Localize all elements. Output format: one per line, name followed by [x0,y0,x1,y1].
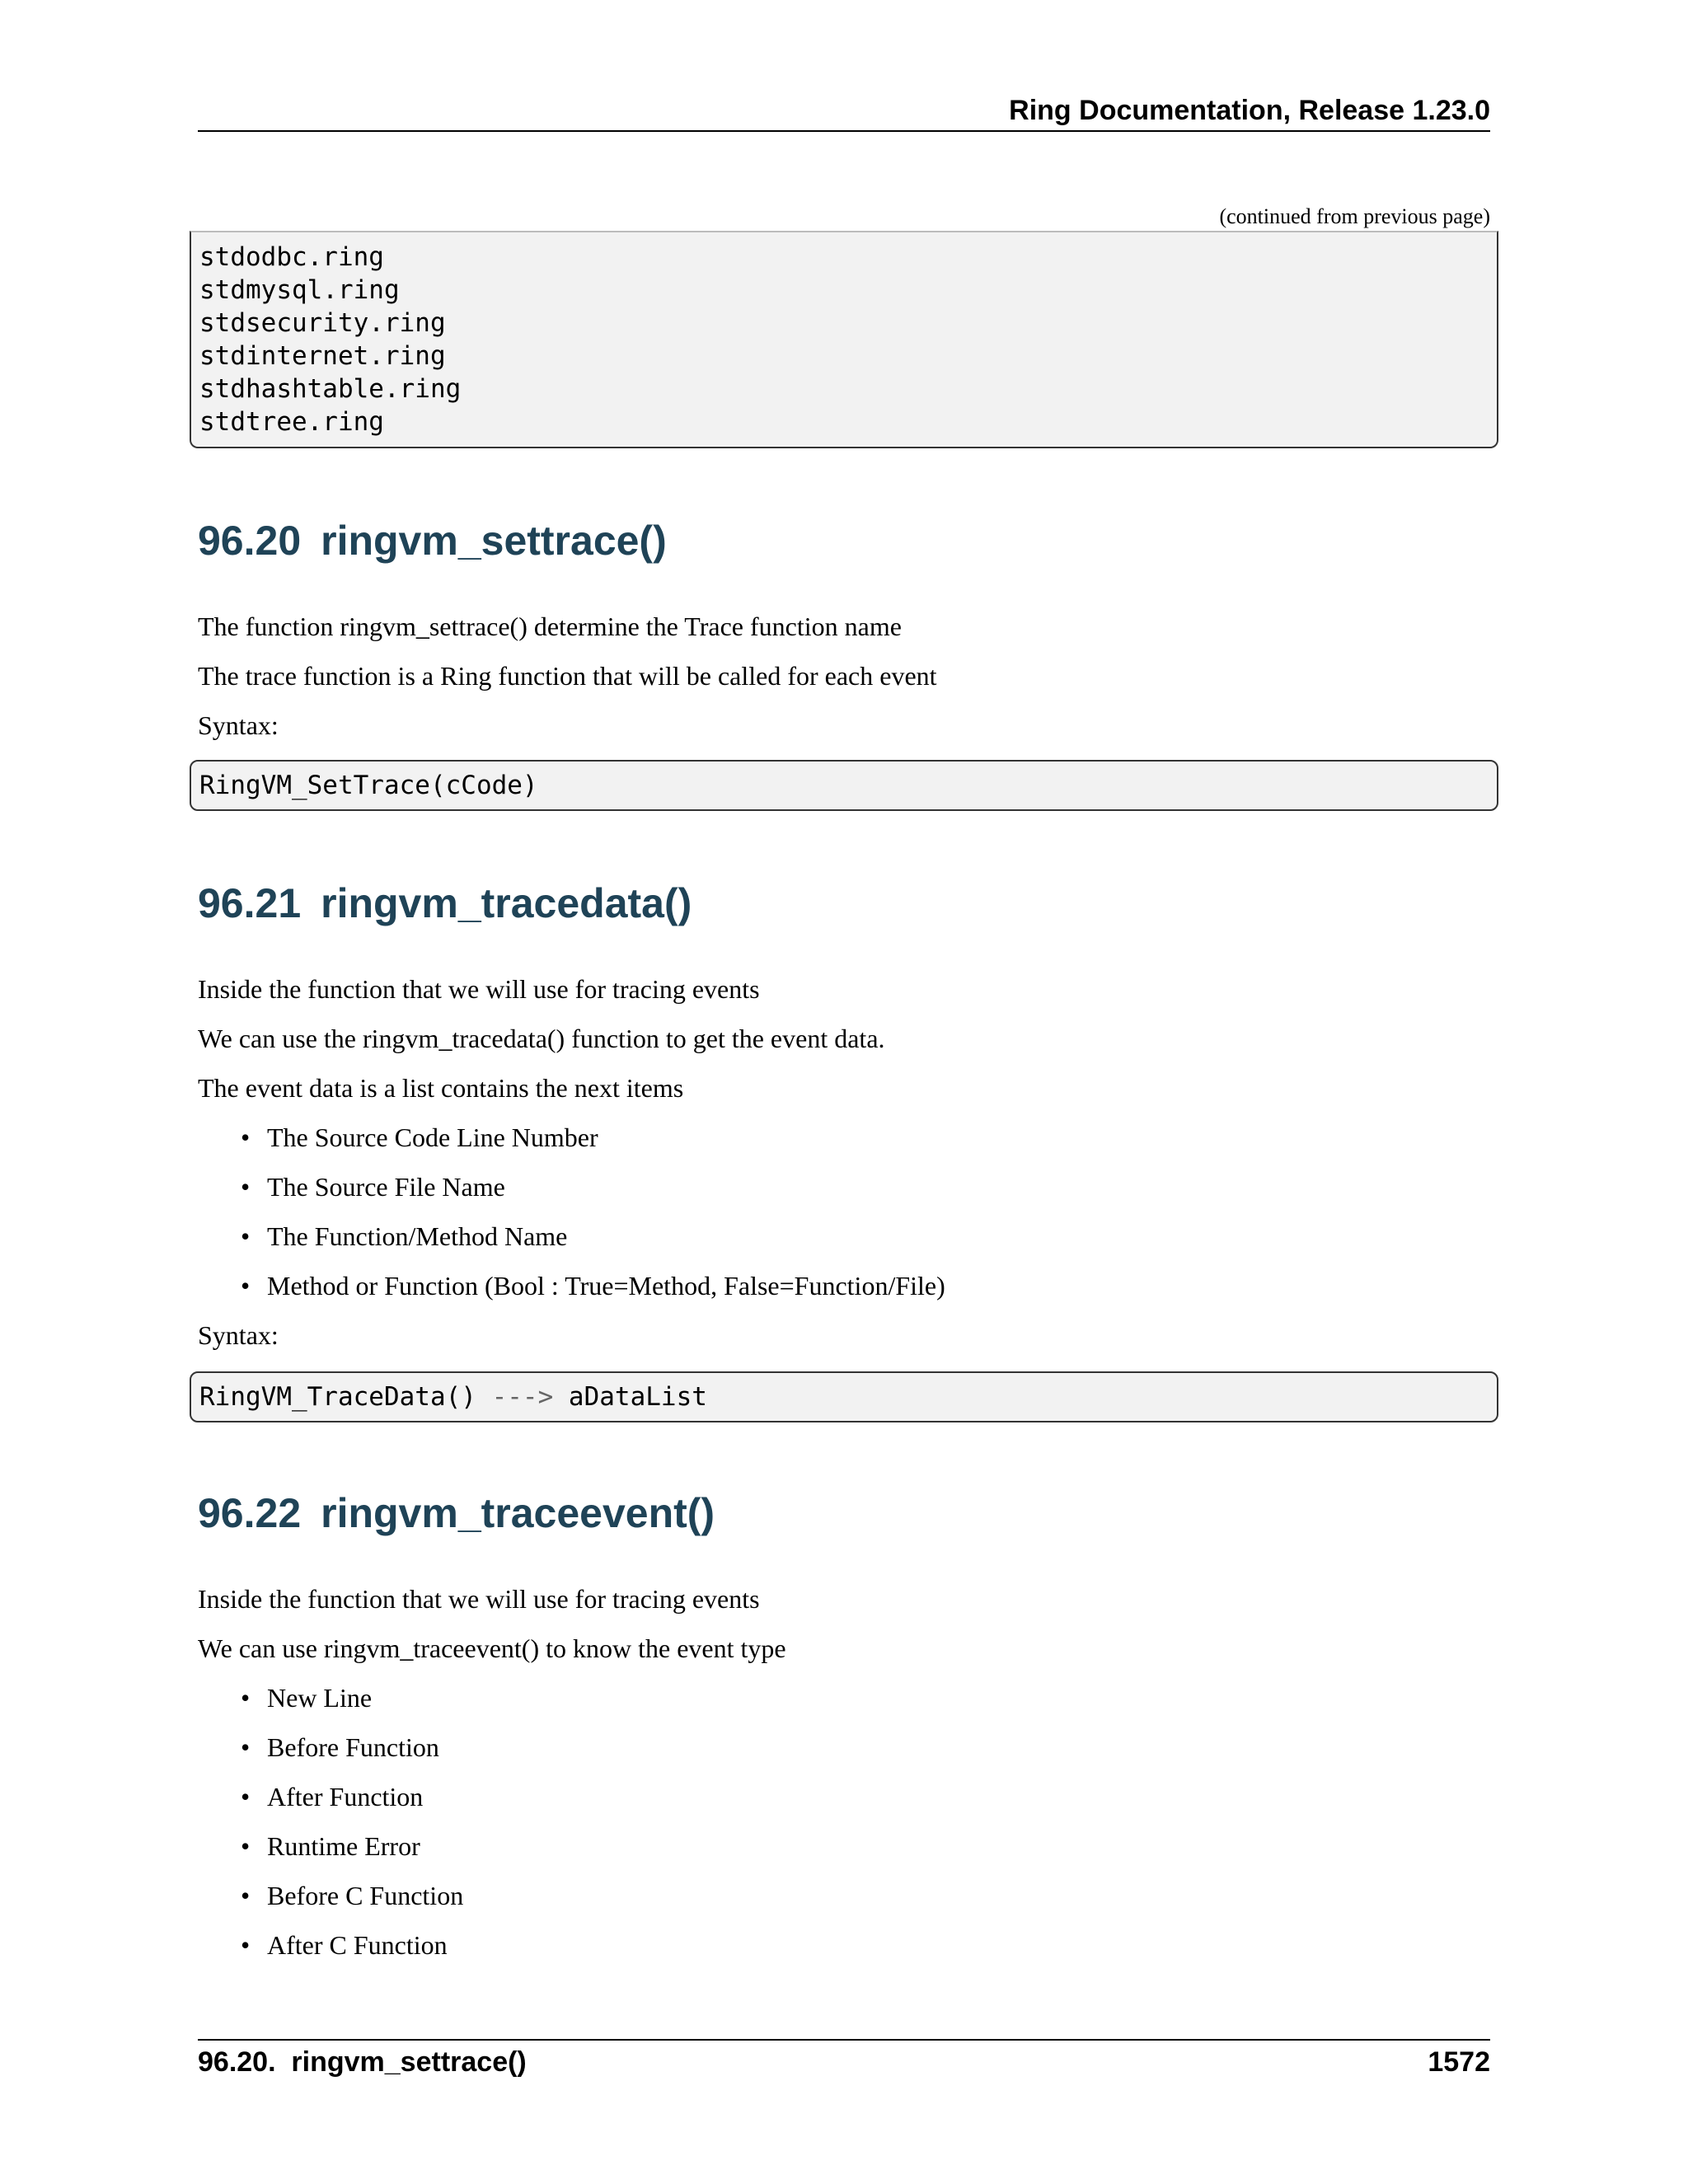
continued-note: (continued from previous page) [1219,204,1490,228]
section-number: 96.22 [198,1490,302,1536]
bullet-icon: • [241,1782,251,1811]
code-line: stdodbc.ring [199,242,384,272]
paragraph: The function ringvm_settrace() determine the Trace function name [198,612,902,641]
code-line: stdmysql.ring [199,275,400,305]
section-title: ringvm_traceevent() [321,1490,715,1536]
list-item [241,1269,945,1319]
bullet-icon: • [241,1683,251,1713]
list-item [241,1170,945,1220]
bullet-icon: • [241,1172,251,1202]
footer-section: 96.20. ringvm_settrace() [198,2046,527,2078]
list-item [241,1220,945,1269]
list-item-text: The Source File Name [267,1172,505,1202]
list-item-text: Before C Function [267,1881,464,1910]
syntax-label: Syntax: [198,710,279,740]
list-item [241,1731,463,1780]
paragraph: The trace function is a Ring function that will be called for each event [198,661,937,691]
syntax-label: Syntax: [198,1320,279,1350]
code-result: aDataList [553,1382,707,1412]
bullet-icon: • [241,1930,251,1960]
list-item [241,1879,463,1929]
code-line: stdsecurity.ring [199,308,446,338]
list-item [241,1780,463,1830]
list-item-text: New Line [267,1683,373,1713]
list-item [241,1681,463,1731]
list-item-text: Runtime Error [267,1831,420,1861]
section-number: 96.21 [198,880,302,926]
paragraph: We can use the ringvm_tracedata() function to get the event data. [198,1024,885,1053]
running-header: Ring Documentation, Release 1.23.0 [1009,95,1490,126]
bullet-list [241,1121,945,1319]
paragraph: The event data is a list contains the next items [198,1073,684,1103]
code-block-settrace [190,760,1498,811]
header-rule [198,130,1490,132]
list-item-text: Method or Function (Bool : True=Method, False=Function/File) [267,1271,945,1301]
section-heading [198,516,667,565]
code-operator: ---> [491,1382,554,1412]
list-item [241,1830,463,1879]
list-item-text: Before Function [267,1732,439,1762]
bullet-icon: • [241,1221,251,1251]
code-line [199,1380,1489,1413]
section-title: ringvm_tracedata() [321,880,692,926]
bullet-icon: • [241,1732,251,1762]
section-heading [198,879,692,928]
document-page [198,0,1490,2184]
bullet-icon: • [241,1881,251,1910]
paragraph: Inside the function that we will use for tracing events [198,1584,760,1614]
page-number: 1572 [1428,2046,1490,2078]
list-item-text: After C Function [267,1930,448,1960]
bullet-list [241,1681,463,1978]
section-title: ringvm_settrace() [321,518,667,564]
code-block-tracedata [190,1371,1498,1422]
paragraph: We can use ringvm_traceevent() to know the event type [198,1633,786,1663]
code-block-continued [190,231,1498,448]
bullet-icon: • [241,1831,251,1861]
code-line: stdtree.ring [199,407,384,437]
section-heading [198,1488,715,1538]
list-item-text: The Source Code Line Number [267,1122,598,1152]
list-item [241,1121,945,1170]
list-item [241,1929,463,1978]
list-item-text: After Function [267,1782,424,1811]
list-item-text: The Function/Method Name [267,1221,568,1251]
code-line: stdhashtable.ring [199,374,462,404]
bullet-icon: • [241,1271,251,1301]
bullet-icon: • [241,1122,251,1152]
code-call: RingVM_TraceData() [199,1382,492,1412]
code-line: stdinternet.ring [199,341,446,371]
section-number: 96.20 [198,518,302,564]
footer-rule [198,2039,1490,2041]
paragraph: Inside the function that we will use for tracing events [198,974,760,1004]
running-footer [198,2042,1490,2082]
code-line: RingVM_SetTrace(cCode) [199,771,538,800]
